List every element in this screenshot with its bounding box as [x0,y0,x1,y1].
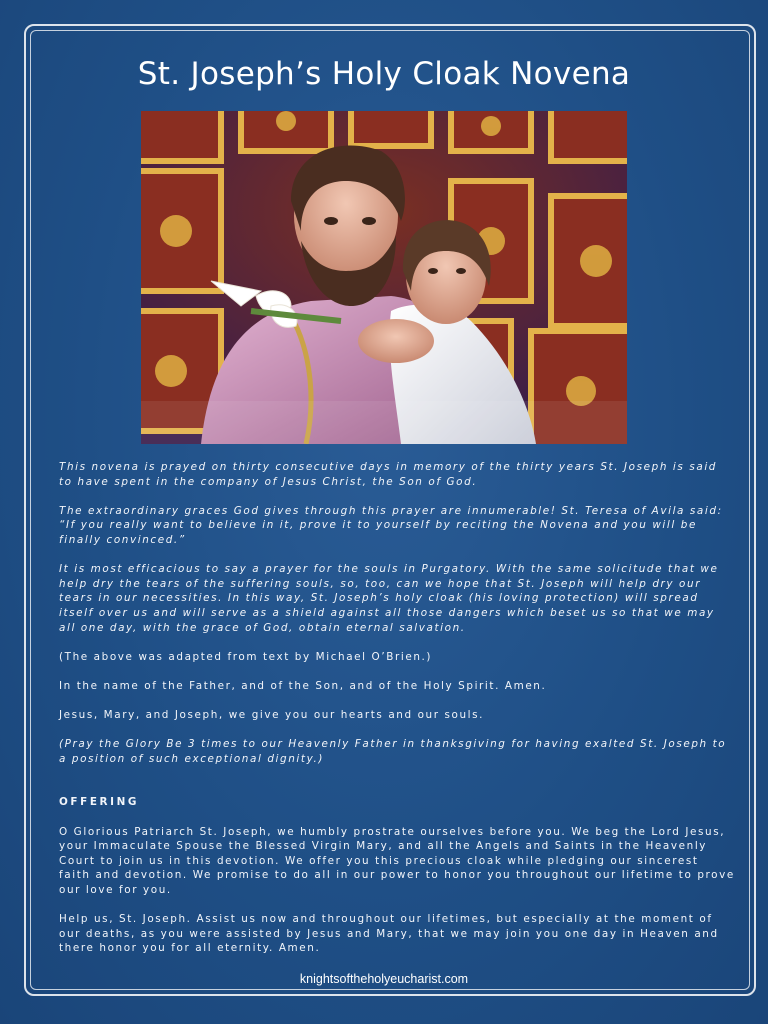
intro-paragraph: This novena is prayed on thirty consecutive days in memory of the thirty years St. Joseph is said to have spent in the company of Jesus Christ, the Son of God. [59,461,717,488]
glory-be-instruction: (Pray the Glory Be 3 times to our Heavenly Father in thanksgiving for having exalted St. Joseph to a position of such exceptional dignity.) [59,738,727,765]
novena-body [59,460,735,971]
graces-paragraph: The extraordinary graces God gives through this prayer are innumerable! St. Teresa of Avila said: “If you really want to believe in it, prove it to yourself by reciting the Novena and you will be finally convinced.” [59,504,723,546]
hearts-paragraph: Jesus, Mary, and Joseph, we give you our hearts and our souls. [59,709,485,722]
offering-heading: OFFERING [59,796,140,809]
offering-paragraph-2: Help us, St. Joseph. Assist us now and throughout our lifetimes, but especially at the moment of our deaths, as you were assisted by Jesus and Mary, that we may join you one day in Heaven and there honor you for all eternity. Amen. [59,913,719,955]
footer-website: knightsoftheholyeucharist.com [299,972,469,986]
page-title: St. Joseph’s Holy Cloak Novena [137,56,631,92]
offering-paragraph-1: O Glorious Patriarch St. Joseph, we humbly prostrate ourselves before you. We beg the Lord Jesus, your Immaculate Spouse the Blessed Virgin Mary, and all the Angels and Saints in the Heavenly Court to join us in this devotion. We offer you this precious cloak while pledging our sincerest faith and devotion. We promise to do all in our power to honor you throughout our lifetime to prove our love for you. [59,825,735,897]
st-joseph-statue-photo [141,111,627,444]
statue-illustration [141,111,627,444]
attribution-paragraph: (The above was adapted from text by Michael O’Brien.) [59,650,433,663]
purgatory-paragraph: It is most efficacious to say a prayer for the souls in Purgatory. With the same solicitude that we help dry the tears of the suffering souls, so, too, can we hope that St. Joseph will help dry our tears in our necessities. In this way, St. Joseph’s holy cloak (his loving protection) will spread itself over us and will serve as a shield against all those dangers which beset us so that we may all one day, with the grace of God, obtain eternal salvation. [59,563,719,634]
sign-of-cross-paragraph: In the name of the Father, and of the Son, and of the Holy Spirit. Amen. [59,679,547,692]
